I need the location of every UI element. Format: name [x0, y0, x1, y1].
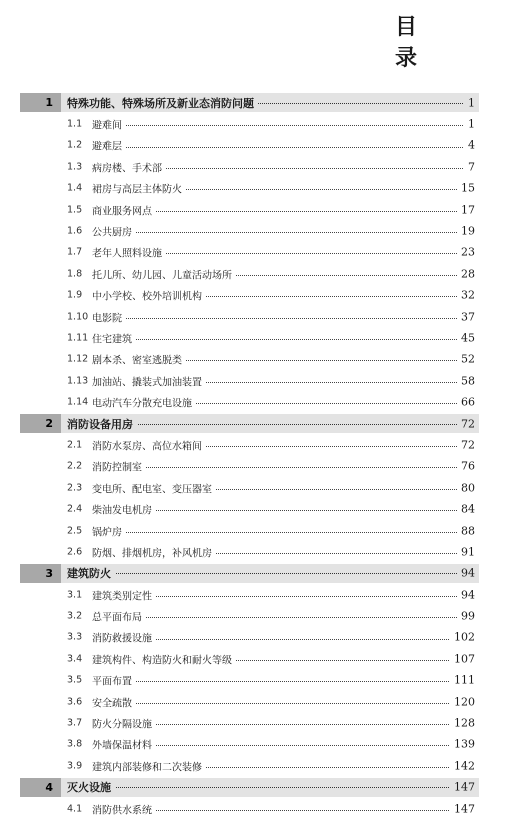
- chapter-number: 2: [20, 414, 61, 433]
- dot-leader: [92, 147, 467, 148]
- page-number: 19: [457, 225, 475, 238]
- dot-leader: [92, 125, 467, 126]
- toc-entry-row[interactable]: [0, 520, 509, 541]
- toc-entry-row[interactable]: [0, 498, 509, 519]
- chapter-title: 灭火设施: [67, 779, 115, 795]
- toc-chapter-row[interactable]: [0, 92, 509, 113]
- dot-leader: [92, 467, 467, 468]
- page-number: 94: [457, 567, 475, 580]
- page-number: 28: [457, 267, 475, 280]
- toc-entry-row[interactable]: [0, 755, 509, 776]
- section-title: 托儿所、幼儿园、儿童活动场所: [92, 266, 236, 281]
- toc-entry-row[interactable]: [0, 456, 509, 477]
- section-number: 1.7: [67, 246, 83, 258]
- section-number: 3.1: [67, 589, 83, 601]
- toc-entry-row[interactable]: [0, 327, 509, 348]
- toc-entry-row[interactable]: [0, 349, 509, 370]
- dot-leader: [67, 573, 467, 574]
- section-title: 建筑构件、构造防火和耐火等级: [92, 651, 236, 666]
- section-number: 2.2: [67, 460, 83, 472]
- toc-entry-row[interactable]: [0, 605, 509, 626]
- page-number: 107: [450, 652, 475, 665]
- section-title: 外墙保温材料: [92, 737, 156, 752]
- section-title: 建筑内部装修和二次装修: [92, 758, 206, 773]
- section-number: 1.11: [67, 332, 89, 344]
- section-number: 2.5: [67, 525, 83, 536]
- section-title: 防烟、排烟机房，补风机房: [92, 544, 216, 559]
- page-number: 80: [457, 481, 475, 494]
- page-number: 4: [464, 139, 475, 152]
- section-title: 避难层: [92, 138, 126, 153]
- toc-chapter-row[interactable]: [0, 777, 509, 798]
- section-title: 病房楼、手术部: [92, 159, 166, 174]
- dot-leader: [92, 703, 467, 704]
- toc-entry-row[interactable]: [0, 285, 509, 306]
- section-number: 2.6: [67, 546, 83, 558]
- page-number: 23: [457, 246, 475, 259]
- page-number: 147: [450, 802, 475, 815]
- section-title: 加油站、撬装式加油装置: [92, 373, 206, 388]
- toc-entry-row[interactable]: [0, 627, 509, 648]
- section-title: 电动汽车分散充电设施: [92, 395, 196, 410]
- page-number: 88: [457, 524, 475, 537]
- page-number: 102: [450, 631, 475, 644]
- toc-chapter-row[interactable]: [0, 563, 509, 584]
- page-number: 72: [457, 438, 475, 451]
- section-title: 公共厨房: [92, 224, 136, 239]
- chapter-title: 特殊功能、特殊场所及新业态消防问题: [67, 95, 258, 111]
- toc-entry-row[interactable]: [0, 541, 509, 562]
- section-number: 1.2: [67, 139, 83, 151]
- dot-leader: [92, 232, 467, 233]
- toc-entry-row[interactable]: [0, 391, 509, 412]
- page-number: 139: [450, 738, 475, 751]
- section-number: 2.1: [67, 439, 83, 451]
- toc-entry-row[interactable]: [0, 798, 509, 819]
- page-number: 58: [457, 374, 475, 387]
- chapter-number: 1: [20, 93, 61, 112]
- page-number: 7: [464, 160, 475, 173]
- page-number: 32: [457, 289, 475, 302]
- toc-entry-row[interactable]: [0, 220, 509, 241]
- toc-entry-row[interactable]: [0, 242, 509, 263]
- section-title: 老年人照料设施: [92, 245, 166, 260]
- section-title: 裙房与高层主体防火: [92, 181, 186, 196]
- page-number: 94: [457, 588, 475, 601]
- dot-leader: [92, 318, 467, 319]
- section-number: 3.8: [67, 738, 83, 750]
- toc-chapter-row[interactable]: [0, 413, 509, 434]
- toc-entry-row[interactable]: [0, 156, 509, 177]
- chapter-number: 4: [20, 778, 61, 797]
- toc-entry-row[interactable]: [0, 113, 509, 134]
- table-of-contents: [0, 92, 509, 819]
- section-title: 柴油发电机房: [92, 502, 156, 517]
- page-number: 45: [457, 331, 475, 344]
- page-number: 1: [464, 96, 475, 109]
- section-title: 消防水泵房、高位水箱间: [92, 437, 206, 452]
- section-number: 1.13: [67, 375, 89, 387]
- section-title: 总平面布局: [92, 609, 146, 624]
- section-title: 消防供水系统: [92, 801, 156, 816]
- page-number: 91: [457, 545, 475, 558]
- section-number: 3.9: [67, 760, 83, 772]
- page-number: 37: [457, 310, 475, 323]
- dot-leader: [67, 787, 467, 788]
- toc-entry-row[interactable]: [0, 712, 509, 733]
- page-number: 120: [450, 695, 475, 708]
- chapter-title: 建筑防火: [67, 565, 115, 581]
- page-number: 99: [457, 610, 475, 623]
- section-title: 消防控制室: [92, 459, 146, 474]
- section-title: 安全疏散: [92, 694, 136, 709]
- toc-entry-row[interactable]: [0, 648, 509, 669]
- section-title: 平面布置: [92, 673, 136, 688]
- toc-entry-row[interactable]: [0, 434, 509, 455]
- section-title: 电影院: [92, 309, 126, 324]
- toc-entry-row[interactable]: [0, 370, 509, 391]
- section-title: 住宅建筑: [92, 330, 136, 345]
- section-title: 商业服务网点: [92, 202, 156, 217]
- page-number: 52: [457, 353, 475, 366]
- page-number: 142: [450, 759, 475, 772]
- dot-leader: [92, 681, 467, 682]
- page-number: 72: [457, 417, 475, 430]
- section-number: 1.4: [67, 182, 83, 194]
- section-number: 3.3: [67, 631, 83, 643]
- section-number: 1.10: [67, 311, 89, 323]
- section-number: 1.3: [67, 161, 83, 173]
- section-title: 防火分隔设施: [92, 716, 156, 731]
- dot-leader: [92, 339, 467, 340]
- toc-entry-row[interactable]: [0, 306, 509, 327]
- section-number: 2.3: [67, 482, 83, 494]
- section-number: 1.6: [67, 225, 83, 237]
- section-number: 1.14: [67, 396, 89, 408]
- section-title: 中小学校、校外培训机构: [92, 288, 206, 303]
- page-number: 111: [450, 674, 475, 687]
- toc-entry-row[interactable]: [0, 477, 509, 498]
- dot-leader: [92, 617, 467, 618]
- section-number: 3.4: [67, 653, 83, 665]
- section-number: 3.6: [67, 696, 83, 708]
- page-number: 66: [457, 396, 475, 409]
- toc-entry-row[interactable]: [0, 178, 509, 199]
- page-number: 76: [457, 460, 475, 473]
- section-number: 1.12: [67, 353, 89, 365]
- section-number: 3.5: [67, 674, 83, 686]
- section-number: 1.1: [67, 118, 83, 130]
- chapter-number: 3: [20, 564, 61, 583]
- page-number: 128: [450, 717, 475, 730]
- page-number: 1: [464, 118, 475, 131]
- toc-entry-row[interactable]: [0, 584, 509, 605]
- page-title: 目 录: [395, 14, 442, 71]
- section-number: 2.4: [67, 503, 83, 515]
- section-title: 建筑类别定性: [92, 587, 156, 602]
- toc-entry-row[interactable]: [0, 691, 509, 712]
- section-number: 1.8: [67, 268, 83, 280]
- section-number: 1.5: [67, 204, 83, 216]
- section-title: 消防救援设施: [92, 630, 156, 645]
- page-number: 147: [450, 781, 475, 794]
- section-number: 3.2: [67, 610, 83, 622]
- section-number: 3.7: [67, 717, 83, 729]
- page-number: 15: [457, 182, 475, 195]
- page-number: 17: [457, 203, 475, 216]
- toc-entry-row[interactable]: [0, 734, 509, 755]
- section-title: 变电所、配电室、变压器室: [92, 480, 216, 495]
- chapter-title: 消防设备用房: [67, 416, 137, 432]
- toc-entry-row[interactable]: [0, 670, 509, 691]
- toc-entry-row[interactable]: [0, 135, 509, 156]
- page-number: 84: [457, 503, 475, 516]
- section-title: 锅炉房: [92, 523, 126, 538]
- dot-leader: [92, 532, 467, 533]
- toc-entry-row[interactable]: [0, 199, 509, 220]
- section-title: 剧本杀、密室逃脱类: [92, 352, 186, 367]
- section-number: 4.1: [67, 803, 83, 815]
- section-number: 1.9: [67, 289, 83, 301]
- toc-entry-row[interactable]: [0, 263, 509, 284]
- section-title: 避难间: [92, 117, 126, 132]
